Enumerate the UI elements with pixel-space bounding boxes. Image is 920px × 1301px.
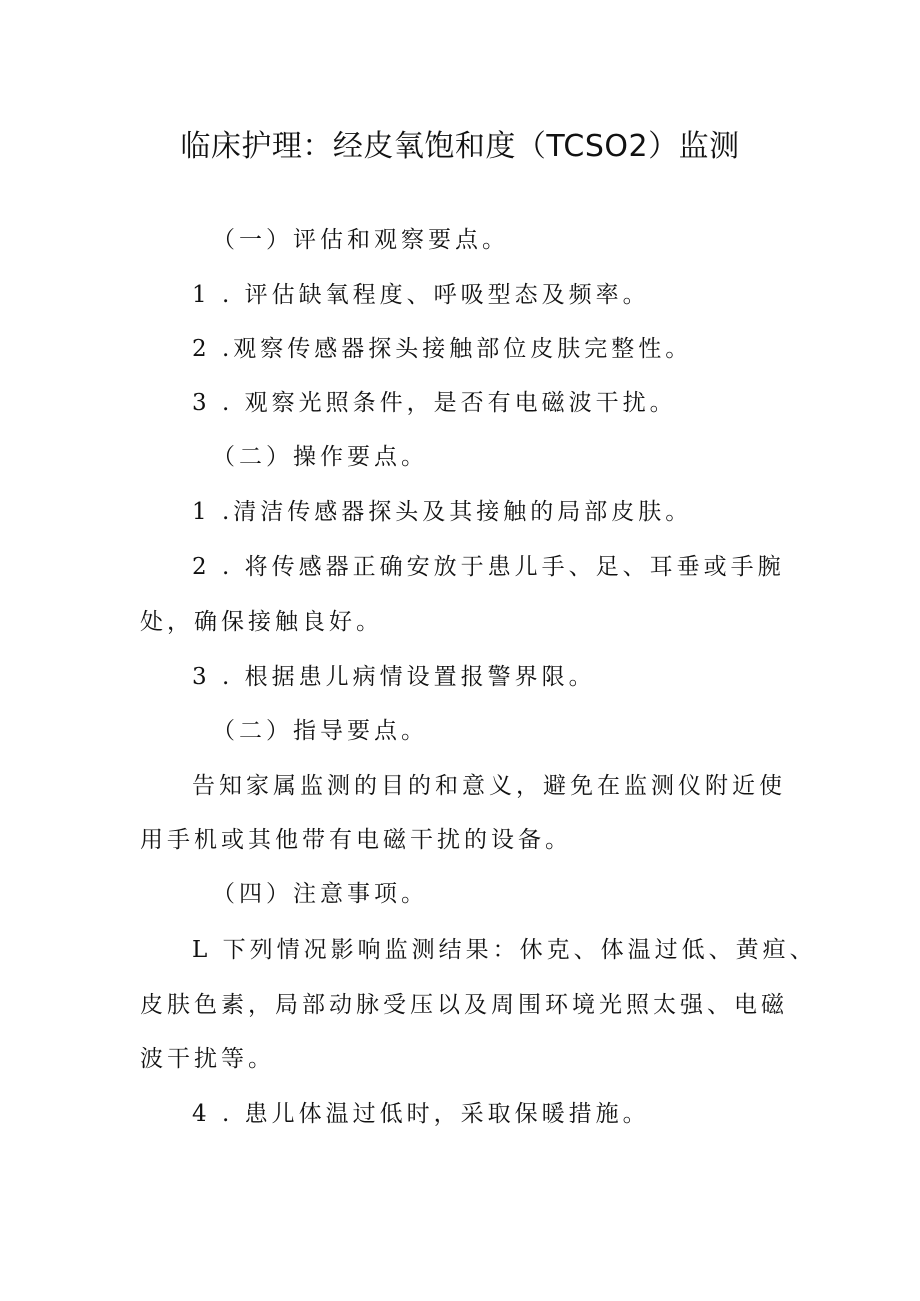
paragraph-line: 2 . 将传感器正确安放于患儿手、足、耳垂或手腕	[192, 554, 785, 580]
paragraph-line: 3 . 根据患儿病情设置报警界限。	[192, 664, 596, 690]
paragraph-line: 4 . 患儿体温过低时，采取保暖措施。	[192, 1101, 650, 1127]
paragraph-line: 用手机或其他带有电磁干扰的设备。	[140, 827, 572, 853]
paragraph-line: 3 . 观察光照条件，是否有电磁波干扰。	[192, 390, 677, 416]
paragraph-line: 1 . 评估缺氧程度、呼吸型态及频率。	[192, 282, 650, 308]
section-heading-guidance: （二）指导要点。	[212, 718, 428, 744]
paragraph-line: 波干扰等。	[140, 1046, 275, 1072]
paragraph-line: 1 .清洁传感器探头及其接触的局部皮肤。	[192, 499, 693, 525]
paragraph-line: 皮肤色素，局部动脉受压以及周围环境光照太强、电磁	[140, 992, 788, 1018]
paragraph-line: 告知家属监测的目的和意义，避免在监测仪附近使	[192, 773, 786, 799]
section-heading-operation: （二）操作要点。	[212, 444, 428, 470]
section-heading-assessment: （一）评估和观察要点。	[212, 227, 509, 253]
document-title: 临床护理：经皮氧饱和度（TCSO2）监测	[180, 129, 740, 164]
paragraph-line: 2 .观察传感器探头接触部位皮肤完整性。	[192, 336, 693, 362]
paragraph-line: L 下列情况影响监测结果：休克、体温过低、黄疸、	[192, 937, 817, 963]
paragraph-line: 处，确保接触良好。	[140, 609, 383, 635]
section-heading-precautions: （四）注意事项。	[212, 881, 428, 907]
